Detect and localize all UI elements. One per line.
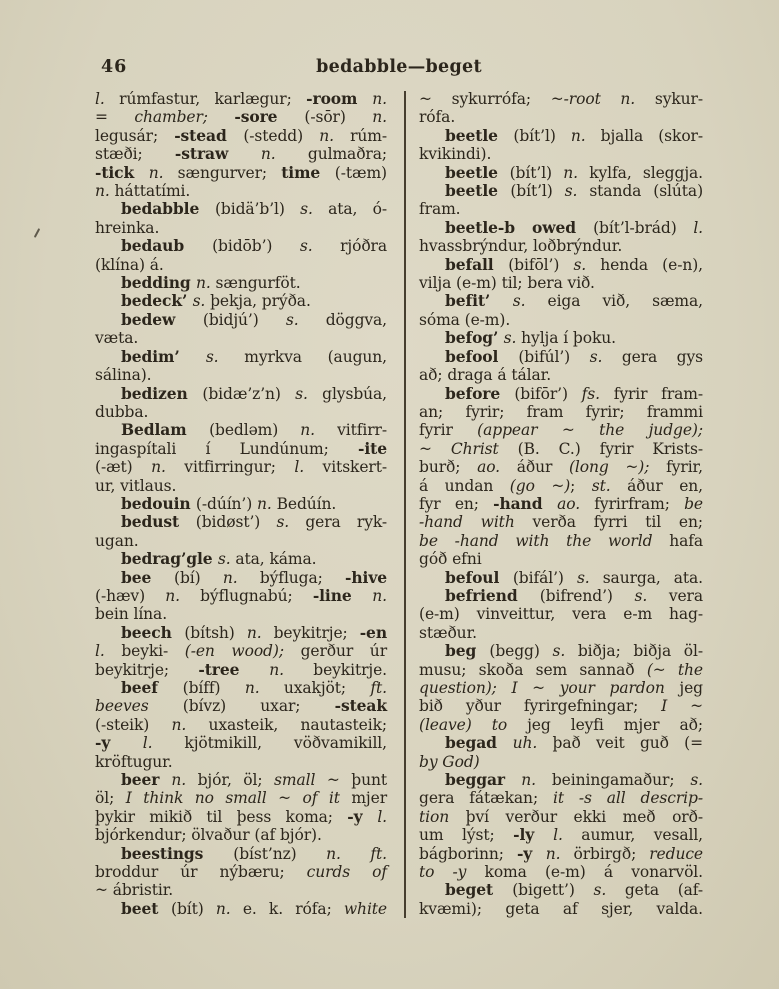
text-line: Bedlam (bedləm) n. vitfirr-	[121, 420, 387, 440]
text-line: musu; skoða sem sannað (~ the	[419, 660, 703, 679]
text-line: before (bifōr’) fs. fyrir fram-	[445, 383, 704, 403]
text-line: to -y koma (e-m) á vonarvöl.	[419, 863, 703, 882]
text-line: fyr en; -hand ao. fyrirfram; be	[419, 493, 703, 513]
text-line: be -hand with the world hafa	[419, 531, 703, 550]
text-line: begad uh. það veit guð (=	[445, 733, 703, 753]
text-line: by God)	[419, 752, 480, 771]
text-line: beech (bítsh) n. beykitrje; -en	[121, 622, 387, 642]
text-line: bedding n. sængurföt.	[121, 273, 301, 293]
text-line: bedrag’gle s. ata, káma.	[121, 549, 317, 569]
text-line: an; fyrir; fram fyrir; frammi	[419, 402, 703, 421]
text-line: broddur úr nýbæru; curds of	[95, 863, 387, 882]
text-line: beer n. bjór, öl; small ~ þunt	[121, 770, 388, 790]
text-line: befit’ s. eiga við, sæma,	[445, 291, 703, 311]
text-line: (-hæv) n. býflugnabú; -line n.	[95, 585, 388, 605]
text-line: beetle (bít’l) s. standa (slúta)	[445, 181, 704, 201]
text-line: kvikindi).	[419, 145, 492, 164]
text-line: beeves (bívz) uxar; -steak	[95, 696, 387, 716]
text-line: beetle (bít’l) n. kylfa, sleggja.	[445, 162, 704, 182]
text-line: fyrir (appear ~ the judge);	[419, 421, 703, 440]
text-line: stæður.	[419, 623, 478, 642]
text-line: bjórkendur; ölvaður (af bjór).	[95, 826, 322, 845]
text-line: á undan (go ~); st. áður en,	[419, 476, 703, 495]
text-line: öl; I think no small ~ of it mjer	[95, 789, 387, 808]
text-line: stæði; -straw n. gulmaðra;	[95, 144, 387, 164]
text-line: beet (bít) n. e. k. rófa; white	[121, 898, 387, 918]
text-line: bedaub (bidōb’) s. rjóðra	[121, 236, 388, 256]
text-line: gera fátækan; it -s all descrip-	[419, 789, 703, 808]
text-line: að; draga á tálar.	[419, 366, 552, 385]
text-line: rófa.	[419, 108, 456, 127]
text-line: beggar n. beiningamaður; s.	[445, 770, 704, 790]
text-line: befog’ s. hylja í þoku.	[445, 328, 616, 348]
text-line: l. beyki- (-en wood); gerður úr	[95, 642, 387, 661]
text-line: befall (bifōl’) s. henda (e-n),	[445, 254, 703, 274]
text-line: beestings (bíst’nz) n. ft.	[121, 843, 387, 863]
text-line: bið yður fyrirgefningar; I ~	[419, 697, 703, 716]
text-line: beetle-b owed (bít’l-brád) l.	[445, 217, 703, 237]
text-line: beget (bigett’) s. geta (af-	[445, 880, 704, 900]
text-line: tion því verður ekki með orð-	[419, 807, 703, 826]
text-line: fram.	[419, 200, 461, 219]
text-line: legusár; -stead (-stedd) n. rúm-	[95, 125, 388, 145]
text-line: bedabble (bidä’b’l) s. ata, ó-	[121, 199, 387, 219]
text-line: bee (bí) n. býfluga; -hive	[121, 567, 387, 587]
text-line: þykir mikið til þess koma; -y l.	[95, 806, 387, 826]
text-line: -tick n. sængurver; time (-tæm)	[95, 162, 387, 182]
text-line: ur, vitlaus.	[95, 476, 177, 495]
column-divider-rule	[404, 91, 406, 918]
text-line: bein lína.	[95, 605, 168, 624]
text-line: vilja (e-m) til; bera við.	[419, 274, 595, 293]
text-line: (e-m) vinveittur, vera e-m hag-	[419, 605, 703, 624]
text-line: beykitrje; -tree n. beykitrje.	[95, 659, 387, 679]
text-line: bágborinn; -y n. örbirgð; reduce	[419, 843, 703, 863]
text-line: dubba.	[95, 402, 149, 421]
text-line: l. rúmfastur, karlægur; -room n.	[95, 89, 388, 108]
text-line: bedust (bidøst’) s. gera ryk-	[121, 512, 388, 532]
text-line: sóma (e-m).	[419, 310, 511, 329]
text-line: hvassbrýndur, loðbrýndur.	[419, 237, 623, 256]
text-columns	[95, 90, 703, 918]
text-line: burð; ao. áður (long ~); fyrir,	[419, 458, 703, 477]
text-line: (-æt) n. vitfirringur; l. vitskert-	[95, 458, 387, 477]
text-line: ugan.	[95, 531, 139, 550]
text-line: bedizen (bidæ’z’n) s. glysbúa,	[121, 383, 387, 403]
text-line: kvæmi); geta af sjer, valda.	[419, 899, 703, 918]
text-line: ~ sykurrófa; ~-root n. sykur-	[419, 90, 703, 108]
page-header	[95, 57, 703, 79]
text-line: sálina).	[95, 366, 152, 385]
text-line: -y l. kjötmikill, vöðvamikill,	[95, 733, 387, 753]
text-line: ~ ábristir.	[95, 881, 174, 900]
text-line: befriend (bifrend’) s. vera	[445, 585, 704, 605]
text-line: bedeck’ s. þekja, prýða.	[121, 291, 311, 311]
right-column	[419, 90, 703, 918]
text-line: hreinka.	[95, 218, 160, 237]
ink-speck	[34, 228, 40, 238]
text-line: beetle (bít’l) n. bjalla (skor-	[445, 125, 703, 145]
text-line: (klína) á.	[95, 255, 164, 274]
text-line: bedouin (-dúín’) n. Bedúín.	[121, 493, 337, 513]
running-head: bedabble—beget	[316, 57, 482, 77]
text-line: (-steik) n. uxasteik, nautasteik;	[95, 715, 387, 734]
text-line: befoul (bifál’) s. saurga, ata.	[445, 567, 703, 587]
text-line: befool (bifúl’) s. gera gys	[445, 346, 703, 366]
text-line: beef (bíff) n. uxakjöt; ft.	[121, 678, 387, 697]
text-line: væta.	[95, 329, 139, 348]
text-line: góð efni	[419, 550, 482, 569]
page-number: 46	[101, 57, 128, 77]
text-line: bedew (bidjú’) s. döggva,	[121, 309, 388, 329]
text-line: ~ Christ (B. C.) fyrir Krists-	[419, 439, 703, 458]
text-line: kröftugur.	[95, 752, 173, 771]
text-line: (leave) to jeg leyfi mjer að;	[419, 715, 703, 734]
text-line: beg (begg) s. biðja; biðja öl-	[445, 641, 703, 661]
text-line: bedim’ s. myrkva (augun,	[121, 346, 387, 366]
text-line: n. háttatími.	[95, 182, 191, 201]
text-line: um lýst; -ly l. aumur, vesall,	[419, 825, 703, 845]
text-line: question); I ~ your pardon jeg	[419, 679, 703, 697]
text-line: = chamber; -sore (-sōr) n.	[95, 107, 388, 127]
text-line: -hand with verða fyrri til en;	[419, 513, 703, 532]
text-line: ingaspítali í Lundúnum; -ite	[95, 438, 387, 458]
left-column	[95, 90, 387, 918]
